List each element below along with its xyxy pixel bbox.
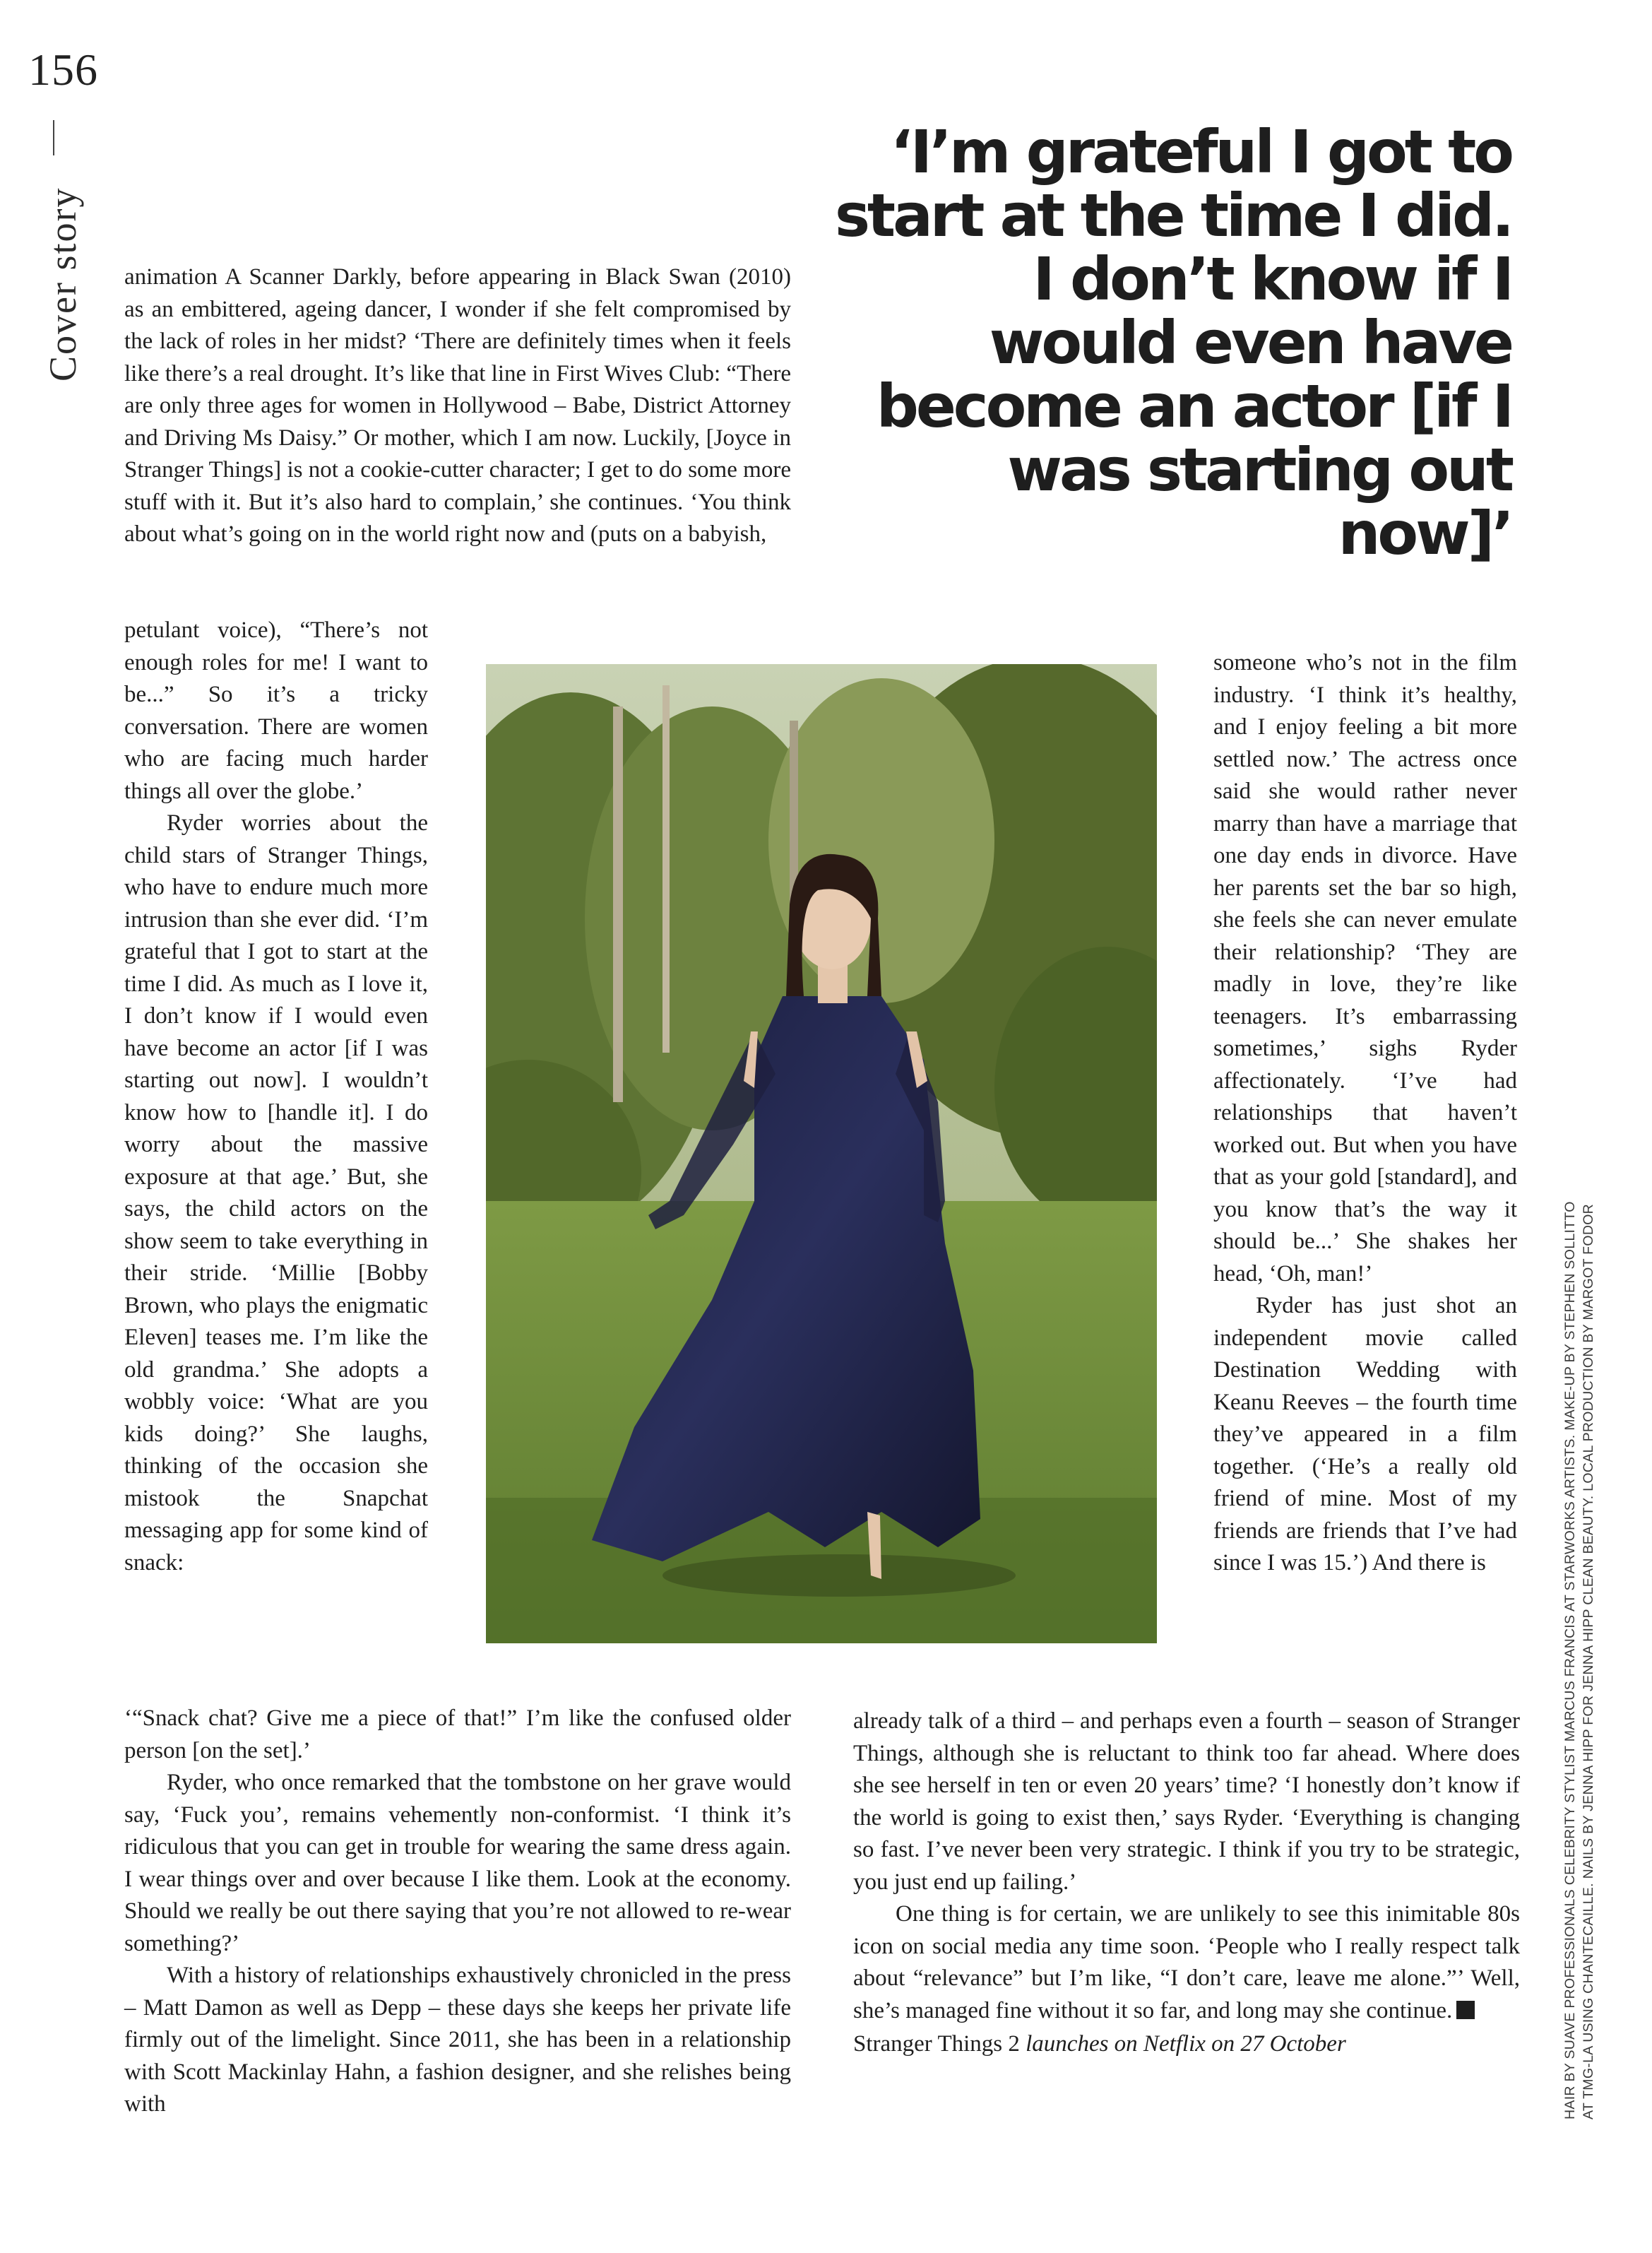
- cover-photo: [486, 664, 1157, 1643]
- article-column-right-bottom: [853, 1705, 1520, 2060]
- article-column-right-narrow: [1213, 647, 1517, 1580]
- footnote-text: launches on Netflix on 27 October: [1019, 2031, 1346, 2057]
- paragraph: With a history of relationships exhaustively chronicled in the press – Matt Damon as well as Depp – these days she keeps her private life firmly out of the limelight. Since 2011, she has been in a relationship with Scott Mackinlay Hahn, a fashion designer, and she relishes being with: [124, 1963, 791, 2117]
- article-column-left-bottom: [124, 1703, 791, 2121]
- footnote-title: Stranger Things 2: [853, 2031, 1020, 2057]
- credit-line: AT TMG-LA USING CHANTECAILLE. NAILS BY JENNA HIPP FOR JENNA HIPP CLEAN BEAUTY. LOCAL PRODUCTION BY MARGOT FODOR: [1581, 1203, 1596, 2119]
- paragraph: Ryder, who once remarked that the tombstone on her grave would say, ‘Fuck you’, remains vehemently non-conformist. ‘I think it’s ridiculous that you can get in trouble for wearing the same dress again. I wear things over and over because I like them. Look at the economy. Should we really be out there saying that you’re not allowed to re-wear something?’: [124, 1770, 791, 1956]
- closing-paragraph: One thing is for certain, we are unlikely to see this inimitable 80s icon on social media any time soon. ‘People who I really respect talk about “relevance” but I’m like, “I don’t care, leave me alone.”’ Well, she’s managed fine without it so far, and long may she continue.: [853, 1901, 1520, 2023]
- paragraph: petulant voice), “There’s not enough roles for me! I want to be...” So it’s a tricky conversation. There are women who are facing much harder things all over the globe.’: [124, 617, 428, 804]
- paragraph: already talk of a third – and perhaps even a fourth – season of Stranger Things, although she is reluctant to think too far ahead. Where does she see herself in ten or even 20 years’ time? ‘I honestly don’t know if the world is going to exist then,’ says Ryder. ‘Everything is changing so fast. I’ve never been very strategic. I think if you try to be strategic, you just end up failing.’: [853, 1708, 1520, 1895]
- paragraph: Ryder worries about the child stars of Stranger Things, who have to endure much more intrusion than she ever did. ‘I’m grateful that I got to start at the time I did. As much as I love it, I don’t know if I would even have become an actor [if I was starting out now]. I wouldn’t know how to [handle it]. I do worry about the massive exposure at that age.’ But, she says, the child actors on the show seem to take everything in their stride. ‘Millie [Bobby Brown, who plays the enigmatic Eleven] teases me. I’m like the old grandma.’ She adopts a wobbly voice: ‘What are you kids doing?’ She laughs, thinking of the occasion she mistook the Snapchat messaging app for some kind of snack:: [124, 810, 428, 1575]
- section-label: Cover story: [42, 187, 84, 382]
- page-number: 156: [28, 45, 98, 95]
- credit-line: HAIR BY SUAVE PROFESSIONALS CELEBRITY STYLIST MARCUS FRANCIS AT STARWORKS ARTISTS. MAKE-UP BY STEPHEN SOLLITTO: [1562, 1201, 1578, 2119]
- pull-quote: ‘I’m grateful I got to start at the time I did. I don’t know if I would even have become an actor [if I was starting out now]’: [834, 117, 1511, 568]
- paragraph: Ryder has just shot an independent movie called Destination Wedding with Keanu Reeves – the fourth time they’ve appeared in a film together. (‘He’s a really old friend of mine. Most of my friends are friends that I’ve had since I was 15.’) And there is: [1213, 1293, 1517, 1575]
- paragraph: [853, 1898, 1520, 2027]
- paragraph: animation A Scanner Darkly, before appearing in Black Swan (2010) as an embittered, ageing dancer, I wonder if she felt compromised by the lack of roles in her midst? ‘There are definitely times when it feels like there’s a real drought. It’s like that line in First Wives Club: “There are only three ages for women in Hollywood – Babe, District Attorney and Driving Ms Daisy.” Or mother, which I am now. Luckily, [Joyce in Stranger Things] is not a cookie-cutter character; I get to do some more stuff with it. But it’s also hard to complain,’ she continues. ‘You think about what’s going on in the world right now and (puts on a babyish,: [124, 264, 791, 547]
- article-column-left-top: [124, 261, 791, 551]
- footnote: [853, 2028, 1520, 2060]
- article-column-left-narrow: [124, 615, 428, 1579]
- section-rule: [53, 120, 54, 155]
- photo-credits: [1561, 1201, 1598, 2119]
- paragraph: ‘“Snack chat? Give me a piece of that!” I’m like the confused older person [on the set].’: [124, 1705, 791, 1763]
- end-mark-icon: [1456, 2001, 1475, 2019]
- paragraph: someone who’s not in the film industry. ‘I think it’s healthy, and I enjoy feeling a bit more settled now.’ The actress once said she would rather never marry than have a marriage that one day ends in divorce. Have her parents set the bar so high, she feels she can never emulate their relationship? ‘They are madly in love, they’re like teenagers. It’s embarrassing sometimes,’ sighs Ryder affectionately. ‘I’ve had relationships that haven’t worked out. But when you have that as your gold [standard], and you know that’s the way it should be...’ She shakes her head, ‘Oh, man!’: [1213, 650, 1517, 1287]
